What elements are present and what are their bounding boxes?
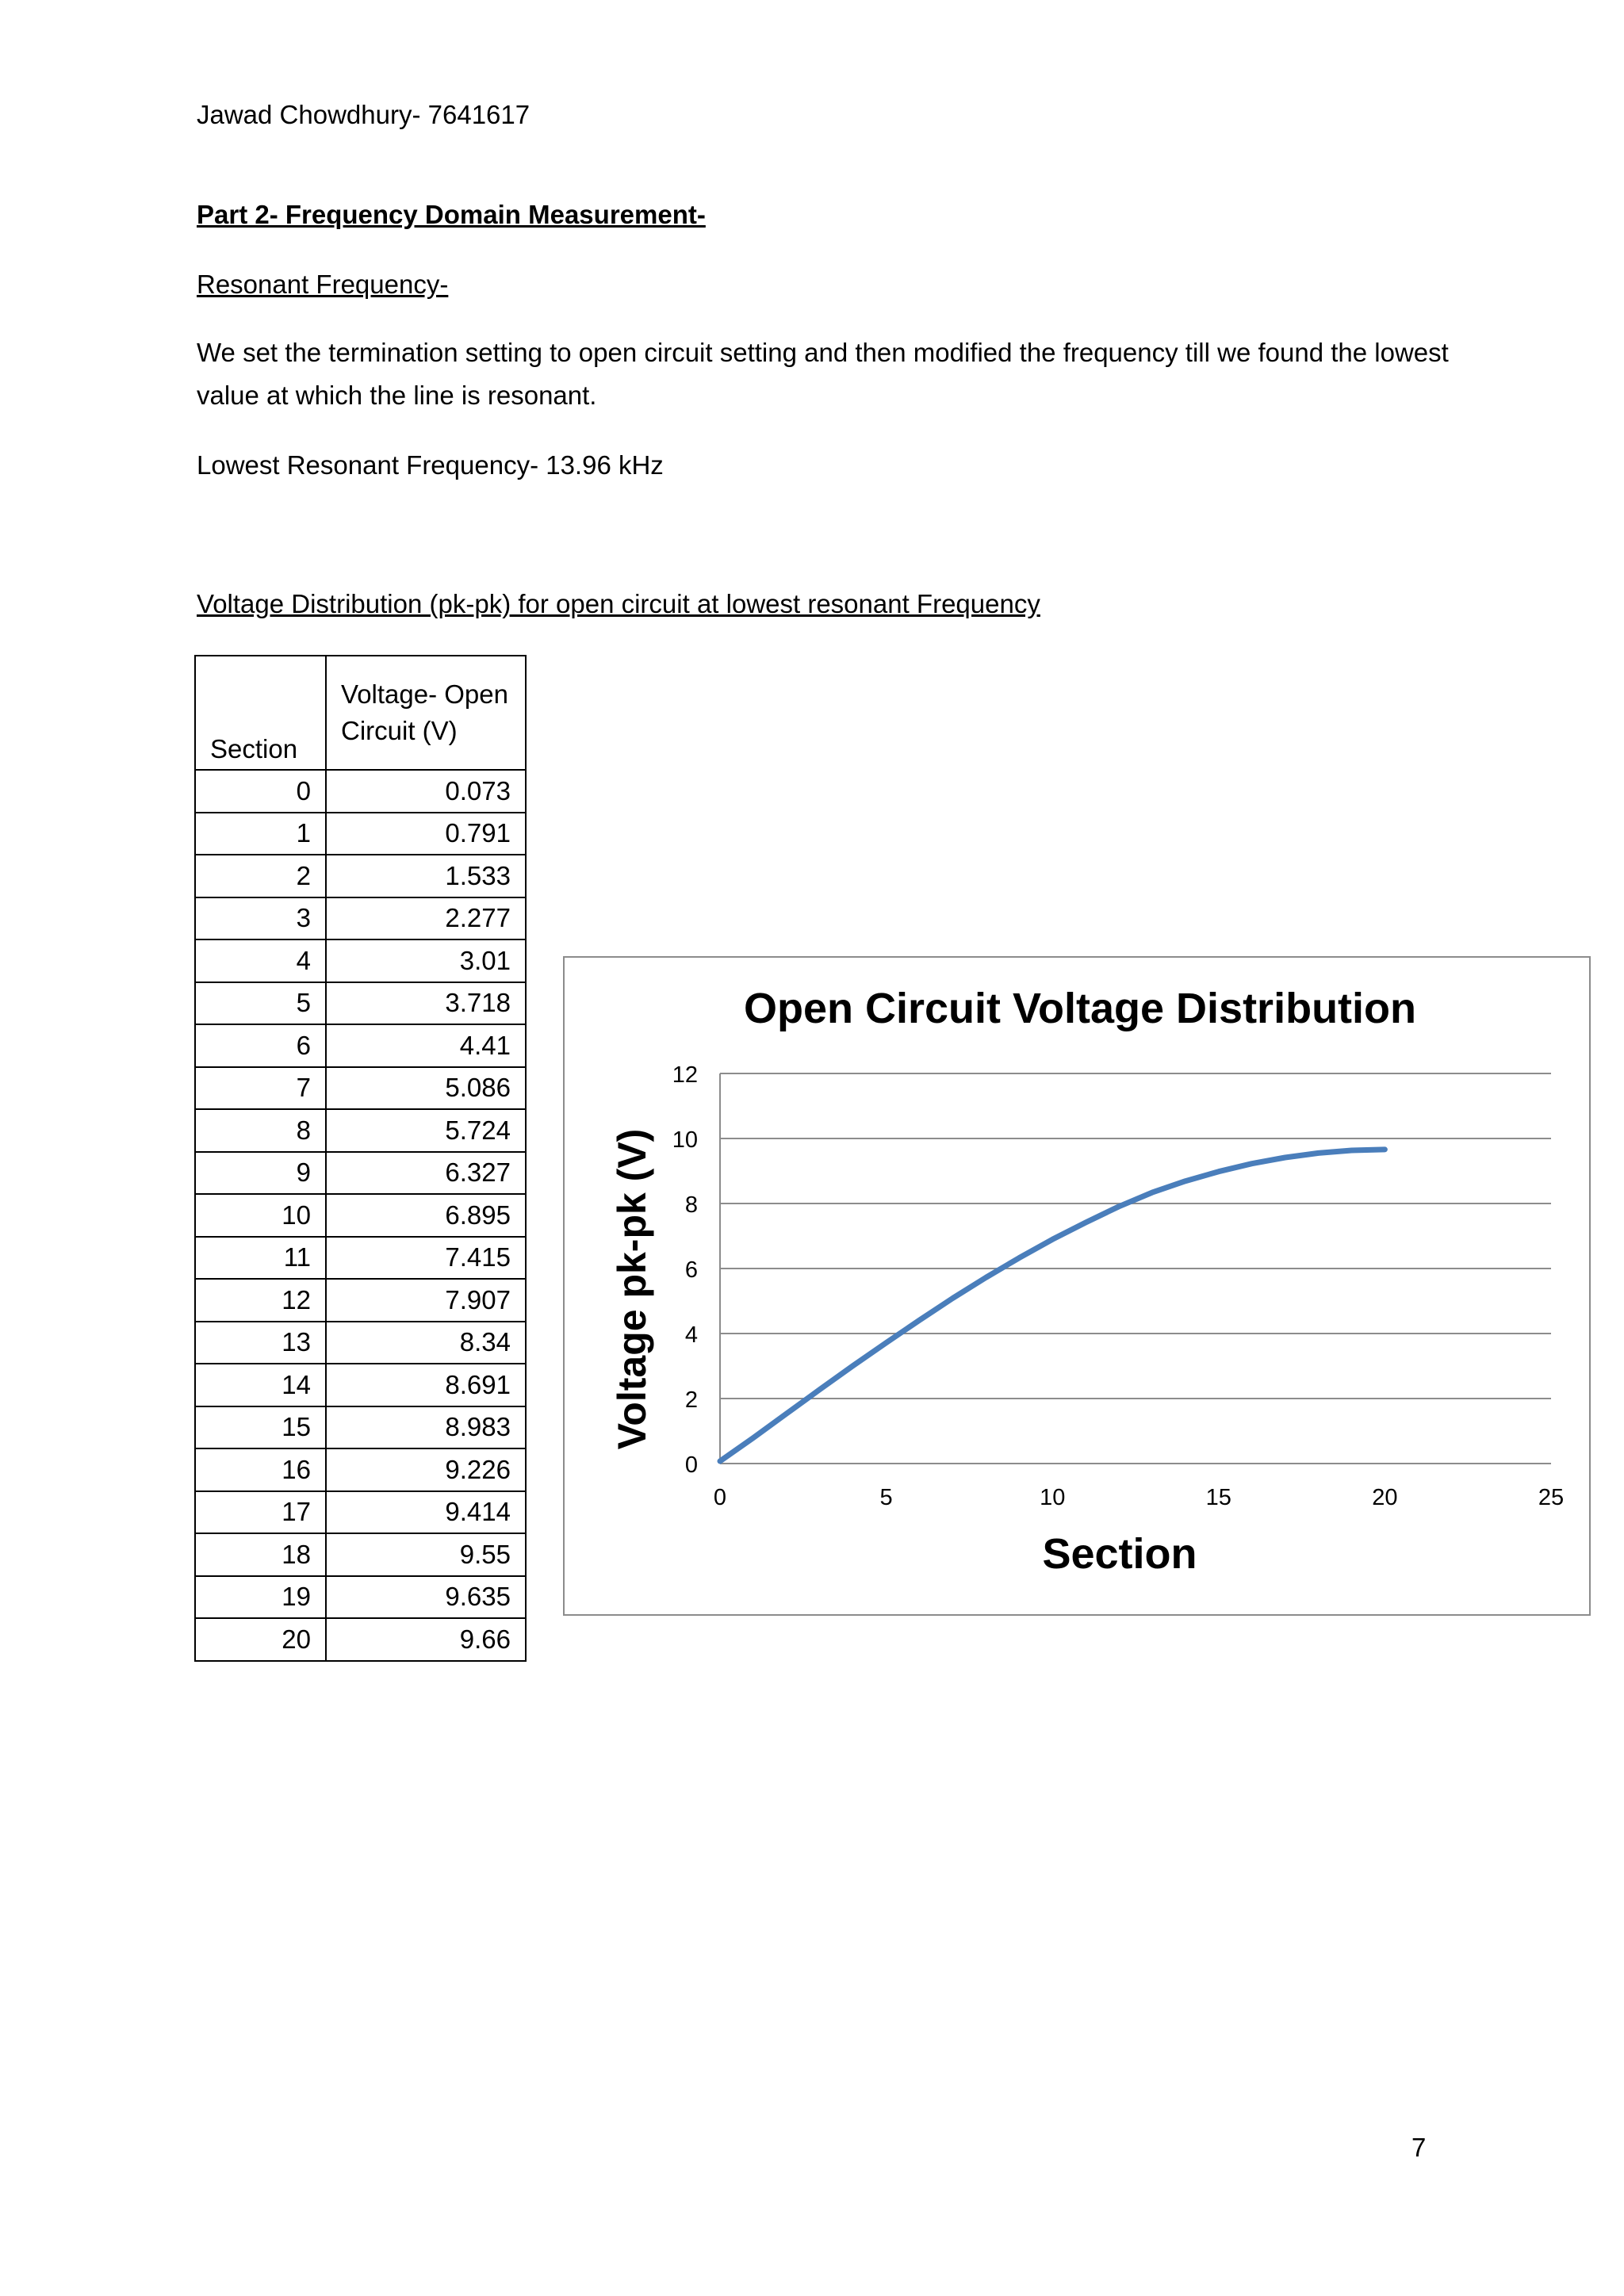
section-cell: 18 — [195, 1533, 326, 1576]
voltage-cell: 2.277 — [326, 897, 526, 940]
section-cell: 15 — [195, 1406, 326, 1449]
header-voltage: Voltage- Open Circuit (V) — [326, 656, 526, 770]
section-cell: 6 — [195, 1024, 326, 1067]
table-row — [195, 1279, 526, 1322]
chart-svg — [565, 958, 1589, 1614]
y-tick-label: 0 — [684, 1452, 698, 1478]
x-tick-label: 5 — [879, 1485, 893, 1510]
table-body — [195, 770, 526, 1661]
section-cell: 9 — [195, 1152, 326, 1195]
y-tick-label: 10 — [672, 1127, 698, 1153]
table-row — [195, 813, 526, 855]
section-cell: 11 — [195, 1237, 326, 1280]
voltage-cell: 7.907 — [326, 1279, 526, 1322]
voltage-cell: 7.415 — [326, 1237, 526, 1280]
table-row — [195, 1237, 526, 1280]
voltage-cell: 9.55 — [326, 1533, 526, 1576]
x-tick-label: 10 — [1040, 1485, 1066, 1510]
voltage-cell: 3.01 — [326, 939, 526, 982]
voltage-chart — [563, 956, 1591, 1616]
section-cell: 19 — [195, 1576, 326, 1619]
table-row — [195, 939, 526, 982]
voltage-table — [194, 655, 527, 1662]
document-header: Jawad Chowdhury- 7641617 — [197, 100, 530, 129]
x-tick-label: 20 — [1372, 1485, 1398, 1510]
section-cell: 8 — [195, 1109, 326, 1152]
voltage-cell: 9.226 — [326, 1448, 526, 1491]
voltage-cell: 1.533 — [326, 855, 526, 897]
table-row — [195, 1576, 526, 1619]
section-cell: 0 — [195, 770, 326, 813]
y-axis-label: Voltage pk-pk (V) — [610, 1128, 654, 1450]
table-row — [195, 1406, 526, 1449]
table-row — [195, 1109, 526, 1152]
y-tick-label: 2 — [684, 1387, 698, 1413]
section-cell: 5 — [195, 982, 326, 1025]
y-tick-label: 12 — [672, 1062, 698, 1088]
section-cell: 10 — [195, 1194, 326, 1237]
lowest-resonant-frequency: Lowest Resonant Frequency- 13.96 kHz — [197, 450, 664, 480]
voltage-cell: 9.66 — [326, 1618, 526, 1661]
voltage-cell: 0.073 — [326, 770, 526, 813]
table-row — [195, 1194, 526, 1237]
header-section: Section — [195, 656, 326, 770]
body-paragraph: We set the termination setting to open circuit setting and then modified the frequency till we found the lowest value at which the line is resonant. — [197, 338, 1449, 410]
table-row — [195, 770, 526, 813]
voltage-cell: 5.724 — [326, 1109, 526, 1152]
table-row — [195, 1152, 526, 1195]
voltage-cell: 9.414 — [326, 1491, 526, 1534]
x-tick-label: 0 — [713, 1485, 727, 1510]
y-tick-label: 8 — [684, 1192, 698, 1218]
section-cell: 3 — [195, 897, 326, 940]
section-cell: 17 — [195, 1491, 326, 1534]
table-row — [195, 855, 526, 897]
section-cell: 1 — [195, 813, 326, 855]
voltage-cell: 9.635 — [326, 1576, 526, 1619]
section-cell: 7 — [195, 1067, 326, 1110]
subsection-title: Resonant Frequency- — [197, 270, 449, 299]
page-number: 7 — [1411, 2133, 1427, 2162]
chart-title: Open Circuit Voltage Distribution — [743, 985, 1417, 1032]
section-cell: 20 — [195, 1618, 326, 1661]
table-row — [195, 1448, 526, 1491]
voltage-cell: 8.983 — [326, 1406, 526, 1449]
table-row — [195, 1322, 526, 1364]
y-tick-label: 6 — [684, 1257, 698, 1283]
voltage-cell: 3.718 — [326, 982, 526, 1025]
table-row — [195, 1364, 526, 1406]
section-cell: 4 — [195, 939, 326, 982]
table-row — [195, 897, 526, 940]
section-title: Part 2- Frequency Domain Measurement- — [197, 200, 706, 229]
voltage-cell: 0.791 — [326, 813, 526, 855]
table-row — [195, 1491, 526, 1534]
table-row — [195, 982, 526, 1025]
x-tick-label: 15 — [1205, 1485, 1231, 1510]
section-cell: 13 — [195, 1322, 326, 1364]
y-tick-label: 4 — [684, 1322, 698, 1348]
table-row — [195, 1618, 526, 1661]
voltage-cell: 6.895 — [326, 1194, 526, 1237]
x-axis-label: Section — [1042, 1530, 1197, 1578]
voltage-cell: 6.327 — [326, 1152, 526, 1195]
voltage-cell: 4.41 — [326, 1024, 526, 1067]
table-header-row — [195, 656, 526, 770]
section-cell: 16 — [195, 1448, 326, 1491]
voltage-cell: 5.086 — [326, 1067, 526, 1110]
series-line — [720, 1150, 1385, 1461]
table-row — [195, 1067, 526, 1110]
table-row — [195, 1533, 526, 1576]
section-cell: 14 — [195, 1364, 326, 1406]
section-cell: 2 — [195, 855, 326, 897]
voltage-cell: 8.34 — [326, 1322, 526, 1364]
x-tick-label: 25 — [1538, 1485, 1565, 1510]
section-cell: 12 — [195, 1279, 326, 1322]
table-caption: Voltage Distribution (pk-pk) for open circuit at lowest resonant Frequency — [197, 589, 1040, 618]
voltage-cell: 8.691 — [326, 1364, 526, 1406]
table-row — [195, 1024, 526, 1067]
